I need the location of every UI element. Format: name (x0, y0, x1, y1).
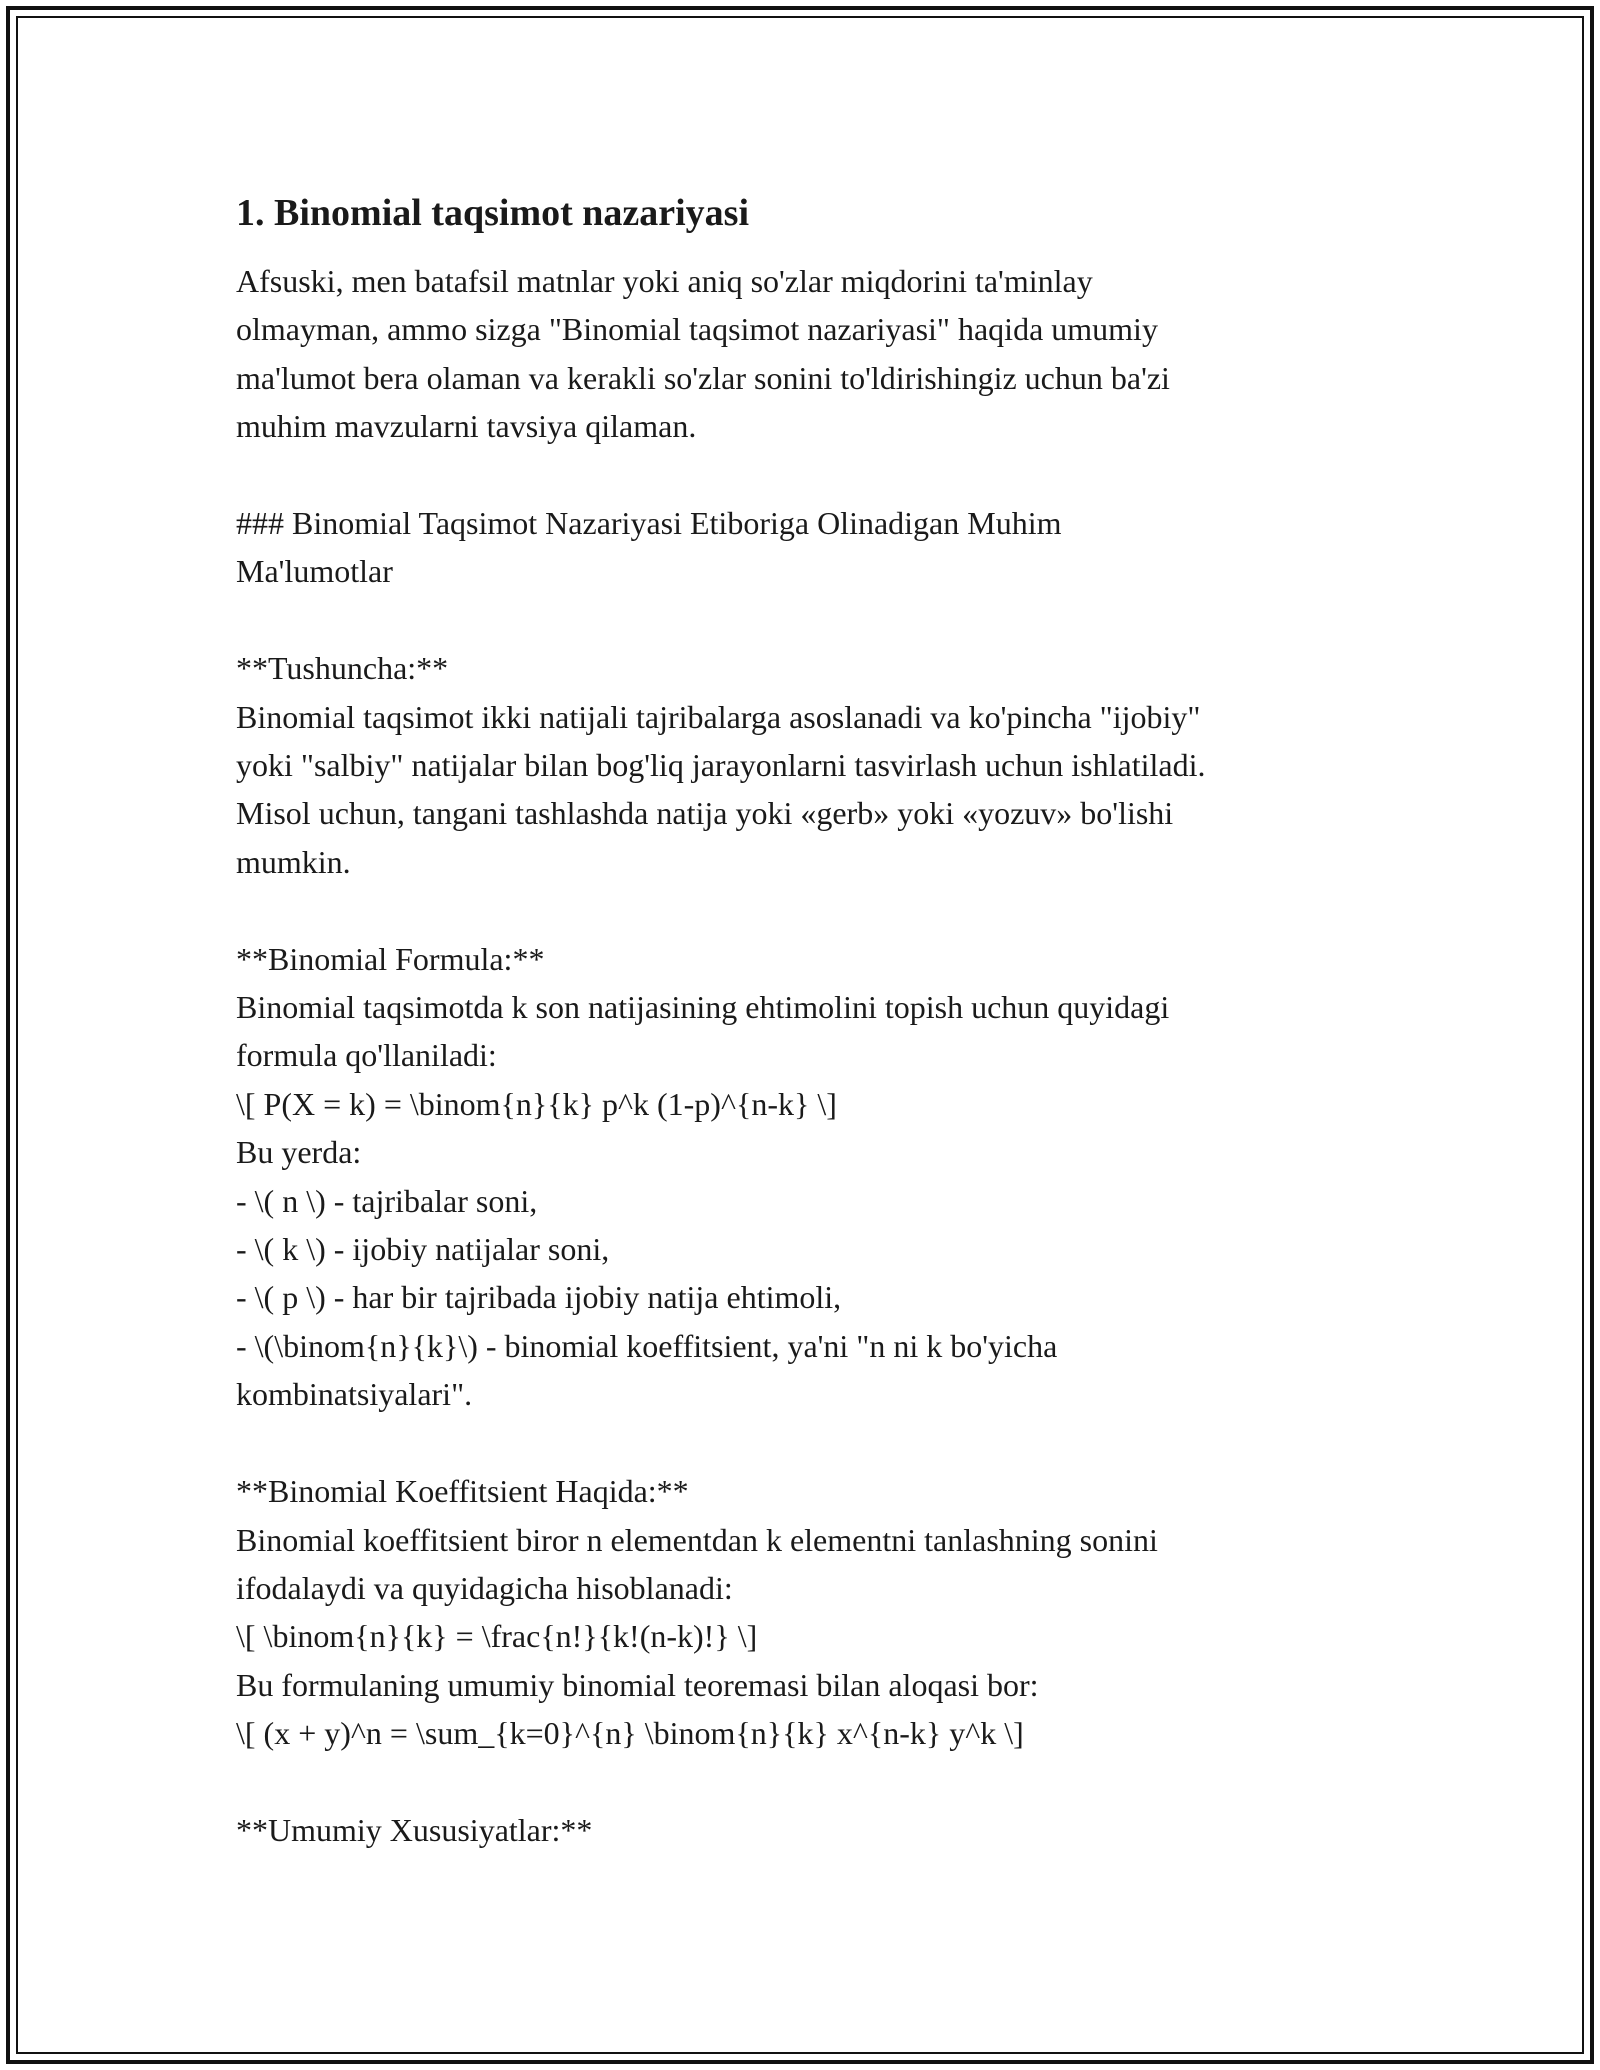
text-line: Binomial taqsimotda k son natijasining ehtimolini topish uchun quyidagi (236, 989, 1170, 1026)
text-line: \[ \binom{n}{k} = \frac{n!}{k!(n-k)!} \] (236, 1618, 758, 1655)
blank-line (236, 1419, 1396, 1467)
text-line: kombinatsiyalari". (236, 1376, 473, 1413)
document-text (236, 257, 1396, 1854)
text-line: Ma'lumotlar (236, 553, 393, 590)
text-line: **Umumiy Xususiyatlar:** (236, 1811, 593, 1848)
blank-line (236, 451, 1396, 499)
text-line: olmayman, ammo sizga "Binomial taqsimot nazariyasi" haqida umumiy (236, 311, 1158, 348)
text-line: **Binomial Koeffitsient Haqida:** (236, 1473, 689, 1510)
text-line: Bu yerda: (236, 1134, 362, 1171)
text-line: - \( k \) - ijobiy natijalar soni, (236, 1231, 610, 1268)
text-line: ### Binomial Taqsimot Nazariyasi Etiboriga Olinadigan Muhim (236, 505, 1062, 542)
text-line: - \( n \) - tajribalar soni, (236, 1182, 538, 1219)
text-line: yoki "salbiy" natijalar bilan bog'liq jarayonlarni tasvirlash uchun ishlatiladi. (236, 747, 1206, 784)
blank-line (236, 886, 1396, 934)
text-line: Bu formulaning umumiy binomial teoremasi bilan aloqasi bor: (236, 1666, 1039, 1703)
text-line: ifodalaydi va quyidagicha hisoblanadi: (236, 1569, 733, 1606)
document-title: 1. Binomial taqsimot nazariyasi (236, 192, 750, 234)
text-line: mumkin. (236, 843, 351, 880)
blank-line (236, 1758, 1396, 1806)
text-line: **Tushuncha:** (236, 650, 449, 687)
text-line: **Binomial Formula:** (236, 940, 545, 977)
text-line: \[ P(X = k) = \binom{n}{k} p^k (1-p)^{n-k} \] (236, 1085, 837, 1122)
text-line: - \(\binom{n}{k}\) - binomial koeffitsient, ya'ni "n ni k bo'yicha (236, 1327, 1058, 1364)
text-line: formula qo'llaniladi: (236, 1037, 497, 1074)
text-line: Binomial taqsimot ikki natijali tajribalarga asoslanadi va ko'pincha "ijobiy" (236, 698, 1201, 735)
text-line: Afsuski, men batafsil matnlar yoki aniq so'zlar miqdorini ta'minlay (236, 263, 1093, 299)
text-line: Binomial koeffitsient biror n elementdan k elementni tanlashning sonini (236, 1521, 1158, 1558)
blank-line (236, 596, 1396, 644)
text-line: muhim mavzularni tavsiya qilaman. (236, 408, 697, 445)
text-line: ma'lumot bera olaman va kerakli so'zlar sonini to'ldirishingiz uchun ba'zi (236, 359, 1170, 396)
text-line: - \( p \) - har bir tajribada ijobiy natija ehtimoli, (236, 1279, 842, 1316)
text-line: \[ (x + y)^n = \sum_{k=0}^{n} \binom{n}{k} x^{n-k} y^k \] (236, 1715, 1024, 1752)
text-line: Misol uchun, tangani tashlashda natija yoki «gerb» yoki «yozuv» bo'lishi (236, 795, 1174, 832)
document-body (236, 185, 1396, 1854)
